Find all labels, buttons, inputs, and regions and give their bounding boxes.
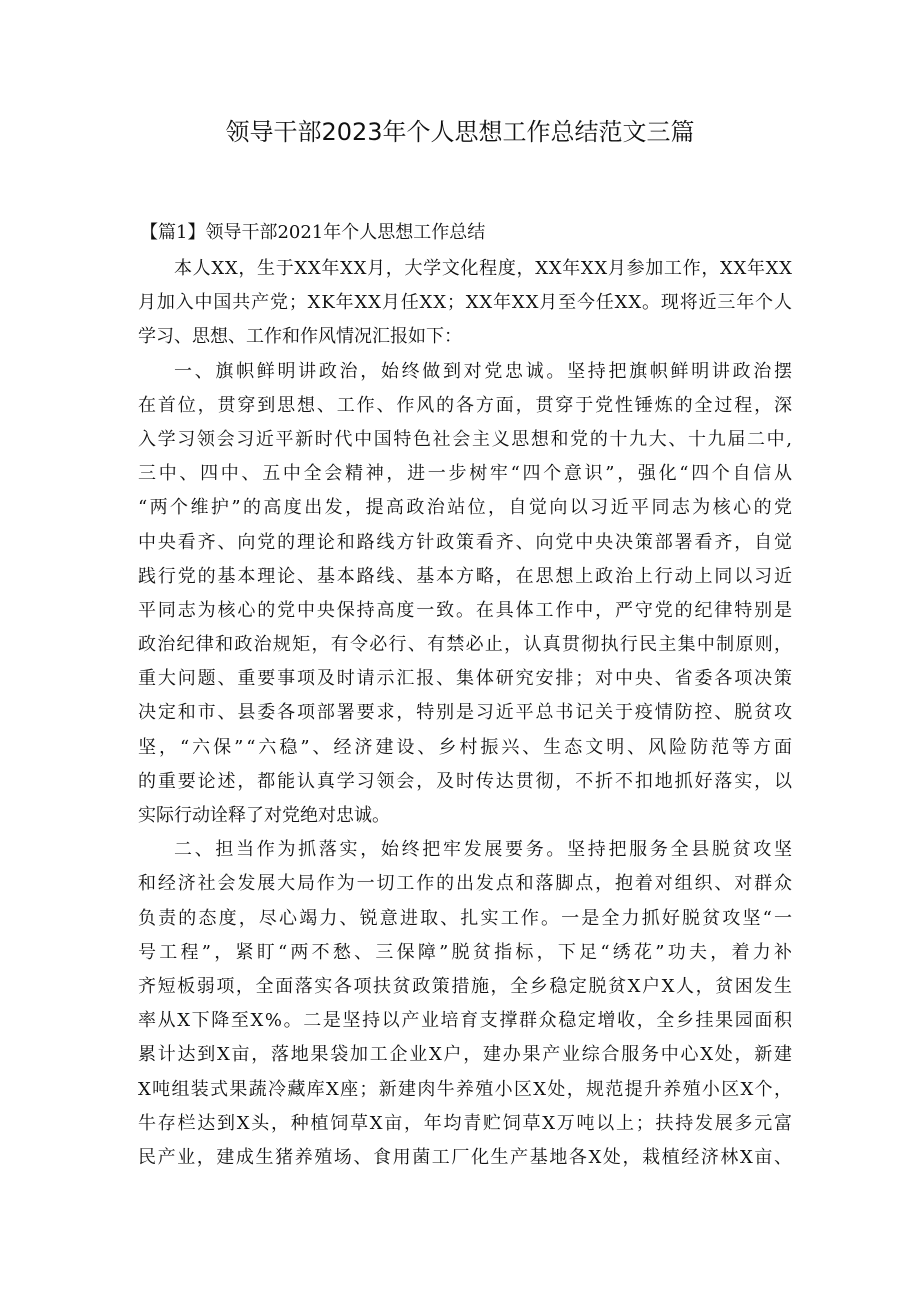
text-line: 三中、四中、五中全会精神，进一步树牢“四个意识”，强化“四个自信从 xyxy=(138,463,795,485)
text-line: 二、担当作为抓落实，始终把牢发展要务。坚持把服务全县脱贫攻坚 xyxy=(174,839,795,861)
document-body xyxy=(138,252,796,1175)
text-line: 入学习领会习近平新时代中国特色社会主义思想和党的十九大、十九届二中, xyxy=(138,428,794,450)
text-line: 牛存栏达到X头，种植饲草X亩，年均青贮饲草X万吨以上；扶持发展多元富 xyxy=(138,1112,794,1134)
paragraph-development xyxy=(138,833,796,1175)
text-line: 实际行动诠释了对党绝对忠诚。 xyxy=(138,805,390,826)
text-line: 政治纪律和政治规矩，有令必行、有禁必止，认真贯彻执行民主集中制原则， xyxy=(138,634,794,656)
text-line: 中央看齐、向党的理论和路线方针政策看齐、向党中央决策部署看齐，自觉 xyxy=(138,531,794,553)
text-line: 重大问题、重要事项及时请示汇报、集体研究安排；对中央、省委各项决策 xyxy=(138,668,794,690)
text-line: 坚，“六保”“六稳”、经济建设、乡村振兴、生态文明、风险防范等方面 xyxy=(138,736,795,758)
text-line: 率从X下降至X%。二是坚持以产业培育支撑群众稳定增收，全乡挂果园面积 xyxy=(138,1010,794,1032)
text-line: 民产业，建成生猪养殖场、食用菌工厂化生产基地各X处，栽植经济林X亩、 xyxy=(138,1146,794,1168)
text-line: 本人XX，生于XX年XX月，大学文化程度，XX年XX月参加工作，XX年XX xyxy=(174,258,793,279)
text-line: “两个维护”的高度出发，提高政治站位，自觉向以习近平同志为核心的党 xyxy=(138,497,795,519)
text-line: X吨组装式果蔬冷藏库X座；新建肉牛养殖小区X处，规范提升养殖小区X个， xyxy=(138,1078,794,1100)
document-title: 领导干部2023年个人思想工作总结范文三篇 xyxy=(225,118,695,146)
text-line: 负责的态度，尽心竭力、锐意进取、扎实工作。一是全力抓好脱贫攻坚“一 xyxy=(138,907,795,929)
text-line: 一、旗帜鲜明讲政治，始终做到对党忠诚。坚持把旗帜鲜明讲政治摆 xyxy=(174,360,795,382)
text-line: 在首位，贯穿到思想、工作、作风的各方面，贯穿于党性锤炼的全过程，深 xyxy=(138,394,794,416)
text-line: 决定和市、县委各项部署要求，特别是习近平总书记关于疫情防控、脱贫攻 xyxy=(138,702,794,724)
text-line: 和经济社会发展大局作为一切工作的出发点和落脚点，抱着对组织、对群众 xyxy=(138,873,794,895)
paragraph-politics xyxy=(138,355,795,834)
text-line: 月加入中国共产党；XK年XX月任XX；XX年XX月至今任XX。现将近三年个人 xyxy=(138,292,793,314)
text-line: 齐短板弱项，全面落实各项扶贫政策措施，全乡稳定脱贫X户X人，贫困发生 xyxy=(138,975,794,997)
section-heading: 【篇1】领导干部2021年个人思想工作总结 xyxy=(140,222,486,243)
text-line: 号工程”，紧盯“两不愁、三保障”脱贫指标，下足“绣花”功夫，着力补 xyxy=(138,941,796,963)
text-line: 的重要论述，都能认真学习领会，及时传达贯彻，不折不扣地抓好落实，以 xyxy=(138,770,794,792)
text-line: 学习、思想、工作和作风情况汇报如下： xyxy=(138,326,462,348)
text-line: 累计达到X亩，落地果袋加工企业X户，建办果产业综合服务中心X处，新建 xyxy=(138,1044,794,1066)
text-line: 平同志为核心的党中央保持高度一致。在具体工作中，严守党的纪律特别是 xyxy=(138,599,794,621)
paragraph-intro xyxy=(138,252,792,355)
text-line: 践行党的基本理论、基本路线、基本方略，在思想上政治上行动上同以习近 xyxy=(138,565,794,587)
